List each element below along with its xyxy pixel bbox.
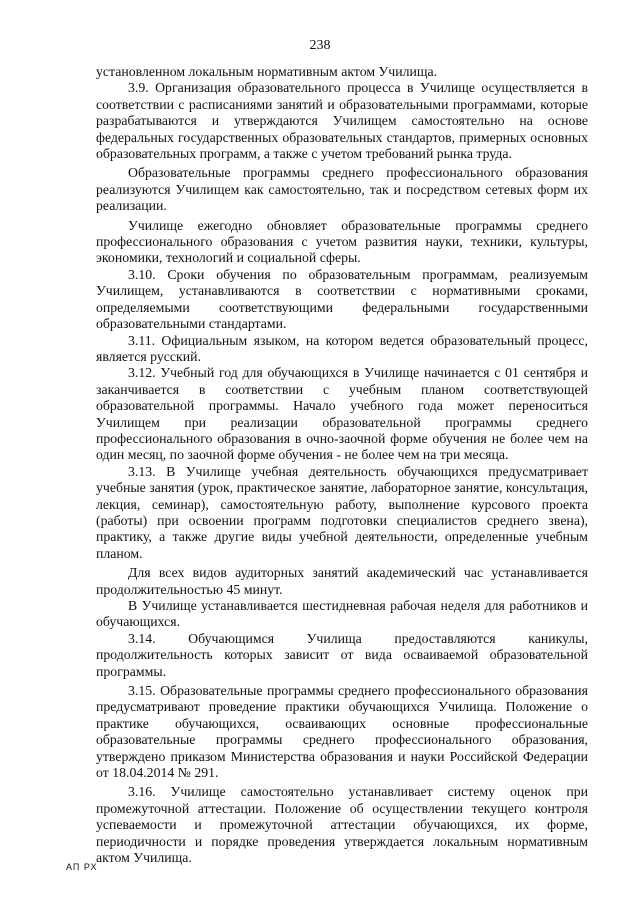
paragraph: 3.14. Обучающимся Училища предоставляются каникулы, продолжительность которых зависит от вида осваиваемой образовательной программы. <box>96 630 588 679</box>
paragraph: 3.16. Училище самостоятельно устанавливает систему оценок при промежуточной аттестации. Положение об осуществлении текущего контроля успеваемости и промежуточной аттестации обучающихся, их форме, периодичности и порядке проведения утверждается локальным нормативным актом Училища. <box>96 784 588 866</box>
paragraph: Образовательные программы среднего профессионального образования реализуются Училищем как самостоятельно, так и посредством сетевых форм их реализации. <box>96 165 588 214</box>
document-body <box>96 64 588 867</box>
paragraph: Училище ежегодно обновляет образовательные программы среднего профессионального образования с учетом развития науки, техники, культуры, экономики, технологий и социальной сферы. <box>96 217 588 266</box>
page-number: 238 <box>309 38 331 53</box>
footer-mark: АП РХ <box>66 862 98 872</box>
paragraph: Для всех видов аудиторных занятий академический час устанавливается продолжительностью 45 минут. <box>96 565 588 597</box>
paragraph: установленном локальным нормативным актом Училища. <box>96 64 438 79</box>
paragraph: 3.12. Учебный год для обучающихся в Училище начинается с 01 сентября и заканчивается в соответствии с учебным планом соответствующей образовательной программы. Начало учебного года может переноситься Училищем при реализации образовательной программы среднего профессионального образования в очно-заочной форме обучения не более чем на один месяц, по заочной форме обучения - не более чем на три месяца. <box>96 365 588 463</box>
paragraph: 3.11. Официальным языком, на котором ведется образовательный процесс, является русский. <box>96 332 588 364</box>
paragraph: 3.13. В Училище учебная деятельность обучающихся предусматривает учебные занятия (урок, практическое занятие, лабораторное занятие, консультация, лекция, семинар), самостоятельную работу, выполнение курсового проекта (работы) при освоении программ подготовки специалистов среднего звена), практику, а также другие виды учебной деятельности, определенные учебным планом. <box>96 463 588 561</box>
paragraph: 3.10. Сроки обучения по образовательным программам, реализуемым Училищем, устанавливаются в соответствии с нормативными сроками, определяемыми соответствующими федеральными государственными образовательными стандартами. <box>96 266 588 332</box>
paragraph: В Училище устанавливается шестидневная рабочая неделя для работников и обучающихся. <box>96 598 588 630</box>
paragraph: 3.9. Организация образовательного процесса в Училище осуществляется в соответствии с расписаниями занятий и образовательными программами, которые разрабатываются и утверждаются Училищем самостоятельно на основе федеральных государственных образовательных стандартов, примерных основных образовательных программ, а также с учетом требований рынка труда. <box>96 80 588 162</box>
paragraph: 3.15. Образовательные программы среднего профессионального образования предусматривают проведение практики обучающихся Училища. Положение о практике обучающихся, осваивающих основные профессиональные образовательные программы среднего профессионального образования, утверждено приказом Министерства образования и науки Российской Федерации от 18.04.2014 № 291. <box>96 683 588 781</box>
